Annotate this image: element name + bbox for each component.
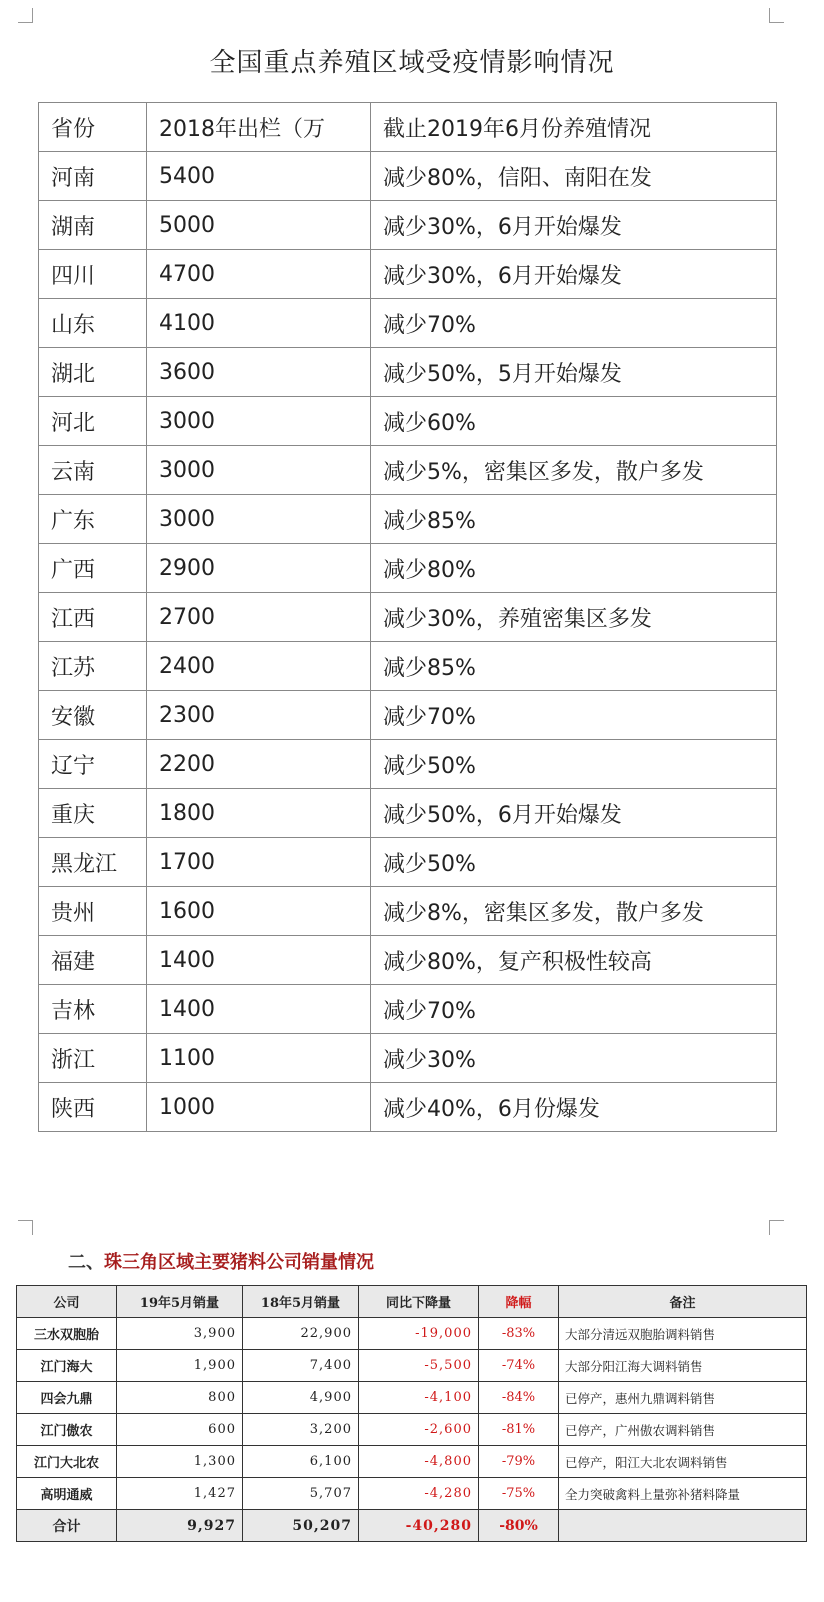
province-cell: 安徽	[39, 691, 147, 740]
table-row	[39, 740, 777, 789]
column-header: 省份	[39, 103, 147, 152]
table-row	[39, 1034, 777, 1083]
status-cell: 减少70%	[371, 691, 777, 740]
province-cell: 黑龙江	[39, 838, 147, 887]
output-2018-cell: 1600	[147, 887, 371, 936]
page-corner-mark	[769, 1220, 784, 1235]
section-title-text: 珠三角区域主要猪料公司销量情况	[104, 1252, 374, 1273]
status-cell: 减少70%	[371, 299, 777, 348]
company-cell: 江门大北农	[17, 1446, 117, 1478]
output-2018-cell: 2400	[147, 642, 371, 691]
table-header-row	[17, 1286, 807, 1318]
page-corner-mark	[769, 8, 784, 23]
output-2018-cell: 2700	[147, 593, 371, 642]
sales-2019-cell: 1,900	[117, 1350, 243, 1382]
output-2018-cell: 4100	[147, 299, 371, 348]
table-row	[39, 642, 777, 691]
sales-2018-cell: 22,900	[243, 1318, 359, 1350]
decline-rate-cell: -74%	[479, 1350, 559, 1382]
status-cell: 减少5%，密集区多发，散户多发	[371, 446, 777, 495]
table-row	[17, 1350, 807, 1382]
table-row	[17, 1478, 807, 1510]
output-2018-cell: 1000	[147, 1083, 371, 1132]
province-cell: 四川	[39, 250, 147, 299]
status-cell: 减少30%，6月开始爆发	[371, 201, 777, 250]
province-cell: 辽宁	[39, 740, 147, 789]
decline-rate-cell: -83%	[479, 1318, 559, 1350]
status-cell: 减少8%，密集区多发，散户多发	[371, 887, 777, 936]
sales-2018-cell: 4,900	[243, 1382, 359, 1414]
status-cell: 减少50%，6月开始爆发	[371, 789, 777, 838]
province-cell: 江苏	[39, 642, 147, 691]
output-2018-cell: 5400	[147, 152, 371, 201]
column-header: 同比下降量	[359, 1286, 479, 1318]
total-remark-cell	[559, 1510, 807, 1542]
province-cell: 广东	[39, 495, 147, 544]
decline-rate-cell: -81%	[479, 1414, 559, 1446]
column-header: 19年5月销量	[117, 1286, 243, 1318]
status-cell: 减少80%	[371, 544, 777, 593]
table-row	[17, 1382, 807, 1414]
status-cell: 减少70%	[371, 985, 777, 1034]
status-cell: 减少85%	[371, 642, 777, 691]
status-cell: 减少50%	[371, 740, 777, 789]
province-cell: 福建	[39, 936, 147, 985]
table-row	[39, 495, 777, 544]
decline-amount-cell: -4,280	[359, 1478, 479, 1510]
decline-amount-cell: -2,600	[359, 1414, 479, 1446]
sales-2019-cell: 800	[117, 1382, 243, 1414]
remark-cell: 已停产，惠州九鼎调料销售	[559, 1382, 807, 1414]
status-cell: 减少50%	[371, 838, 777, 887]
sales-2018-cell: 3,200	[243, 1414, 359, 1446]
output-2018-cell: 3600	[147, 348, 371, 397]
table-row	[39, 1083, 777, 1132]
total-sales-2019-cell: 9,927	[117, 1510, 243, 1542]
province-cell: 山东	[39, 299, 147, 348]
table-row	[39, 887, 777, 936]
output-2018-cell: 2900	[147, 544, 371, 593]
decline-rate-cell: -75%	[479, 1478, 559, 1510]
status-cell: 减少60%	[371, 397, 777, 446]
section-number: 二、	[68, 1252, 104, 1273]
status-cell: 减少80%，复产积极性较高	[371, 936, 777, 985]
column-header: 备注	[559, 1286, 807, 1318]
sales-2018-cell: 7,400	[243, 1350, 359, 1382]
feed-company-table	[16, 1285, 807, 1542]
table-row	[39, 250, 777, 299]
company-cell: 江门傲农	[17, 1414, 117, 1446]
sales-2019-cell: 1,427	[117, 1478, 243, 1510]
status-cell: 减少30%，养殖密集区多发	[371, 593, 777, 642]
table-row	[39, 544, 777, 593]
province-cell: 河南	[39, 152, 147, 201]
table-row	[17, 1446, 807, 1478]
output-2018-cell: 1100	[147, 1034, 371, 1083]
table-header-row	[39, 103, 777, 152]
section-title	[68, 1248, 374, 1274]
province-cell: 湖北	[39, 348, 147, 397]
province-cell: 广西	[39, 544, 147, 593]
sales-2019-cell: 600	[117, 1414, 243, 1446]
province-cell: 贵州	[39, 887, 147, 936]
decline-rate-cell: -79%	[479, 1446, 559, 1478]
output-2018-cell: 5000	[147, 201, 371, 250]
company-cell: 高明通威	[17, 1478, 117, 1510]
output-2018-cell: 1400	[147, 936, 371, 985]
table-row	[39, 201, 777, 250]
decline-amount-cell: -4,800	[359, 1446, 479, 1478]
province-cell: 浙江	[39, 1034, 147, 1083]
output-2018-cell: 1400	[147, 985, 371, 1034]
table-row	[39, 299, 777, 348]
remark-cell: 已停产，广州傲农调料销售	[559, 1414, 807, 1446]
table-row	[17, 1318, 807, 1350]
remark-cell: 大部分阳江海大调料销售	[559, 1350, 807, 1382]
status-cell: 减少30%	[371, 1034, 777, 1083]
output-2018-cell: 1800	[147, 789, 371, 838]
total-sales-2018-cell: 50,207	[243, 1510, 359, 1542]
page-corner-mark	[18, 1220, 33, 1235]
column-header: 公司	[17, 1286, 117, 1318]
table-row	[39, 691, 777, 740]
output-2018-cell: 2300	[147, 691, 371, 740]
total-company-cell: 合计	[17, 1510, 117, 1542]
remark-cell: 大部分清远双胞胎调料销售	[559, 1318, 807, 1350]
province-cell: 吉林	[39, 985, 147, 1034]
province-cell: 云南	[39, 446, 147, 495]
company-cell: 四会九鼎	[17, 1382, 117, 1414]
column-header: 降幅	[479, 1286, 559, 1318]
sales-2018-cell: 5,707	[243, 1478, 359, 1510]
table-row	[39, 446, 777, 495]
table-row	[39, 838, 777, 887]
column-header: 截止2019年6月份养殖情况	[371, 103, 777, 152]
table-row	[39, 152, 777, 201]
output-2018-cell: 4700	[147, 250, 371, 299]
company-cell: 江门海大	[17, 1350, 117, 1382]
column-header: 18年5月销量	[243, 1286, 359, 1318]
province-table	[38, 102, 777, 1132]
page-title: 全国重点养殖区域受疫情影响情况	[209, 48, 615, 78]
output-2018-cell: 3000	[147, 495, 371, 544]
decline-amount-cell: -19,000	[359, 1318, 479, 1350]
table-row	[39, 348, 777, 397]
province-cell: 陕西	[39, 1083, 147, 1132]
output-2018-cell: 3000	[147, 446, 371, 495]
remark-cell: 已停产，阳江大北农调料销售	[559, 1446, 807, 1478]
status-cell: 减少40%，6月份爆发	[371, 1083, 777, 1132]
decline-amount-cell: -4,100	[359, 1382, 479, 1414]
table-row	[39, 789, 777, 838]
province-cell: 湖南	[39, 201, 147, 250]
output-2018-cell: 3000	[147, 397, 371, 446]
table-row	[39, 936, 777, 985]
company-cell: 三水双胞胎	[17, 1318, 117, 1350]
page-corner-mark	[18, 8, 33, 23]
total-decline-rate-cell: -80%	[479, 1510, 559, 1542]
output-2018-cell: 1700	[147, 838, 371, 887]
table-row	[17, 1414, 807, 1446]
output-2018-cell: 2200	[147, 740, 371, 789]
table-row	[39, 593, 777, 642]
status-cell: 减少85%	[371, 495, 777, 544]
status-cell: 减少80%，信阳、南阳在发	[371, 152, 777, 201]
sales-2019-cell: 1,300	[117, 1446, 243, 1478]
province-cell: 重庆	[39, 789, 147, 838]
remark-cell: 全力突破禽料上量弥补猪料降量	[559, 1478, 807, 1510]
total-decline-amount-cell: -40,280	[359, 1510, 479, 1542]
province-cell: 河北	[39, 397, 147, 446]
status-cell: 减少30%，6月开始爆发	[371, 250, 777, 299]
sales-2018-cell: 6,100	[243, 1446, 359, 1478]
sales-2019-cell: 3,900	[117, 1318, 243, 1350]
table-row	[39, 397, 777, 446]
table-row	[39, 985, 777, 1034]
province-cell: 江西	[39, 593, 147, 642]
total-row	[17, 1510, 807, 1542]
column-header: 2018年出栏（万	[147, 103, 371, 152]
decline-amount-cell: -5,500	[359, 1350, 479, 1382]
decline-rate-cell: -84%	[479, 1382, 559, 1414]
status-cell: 减少50%，5月开始爆发	[371, 348, 777, 397]
